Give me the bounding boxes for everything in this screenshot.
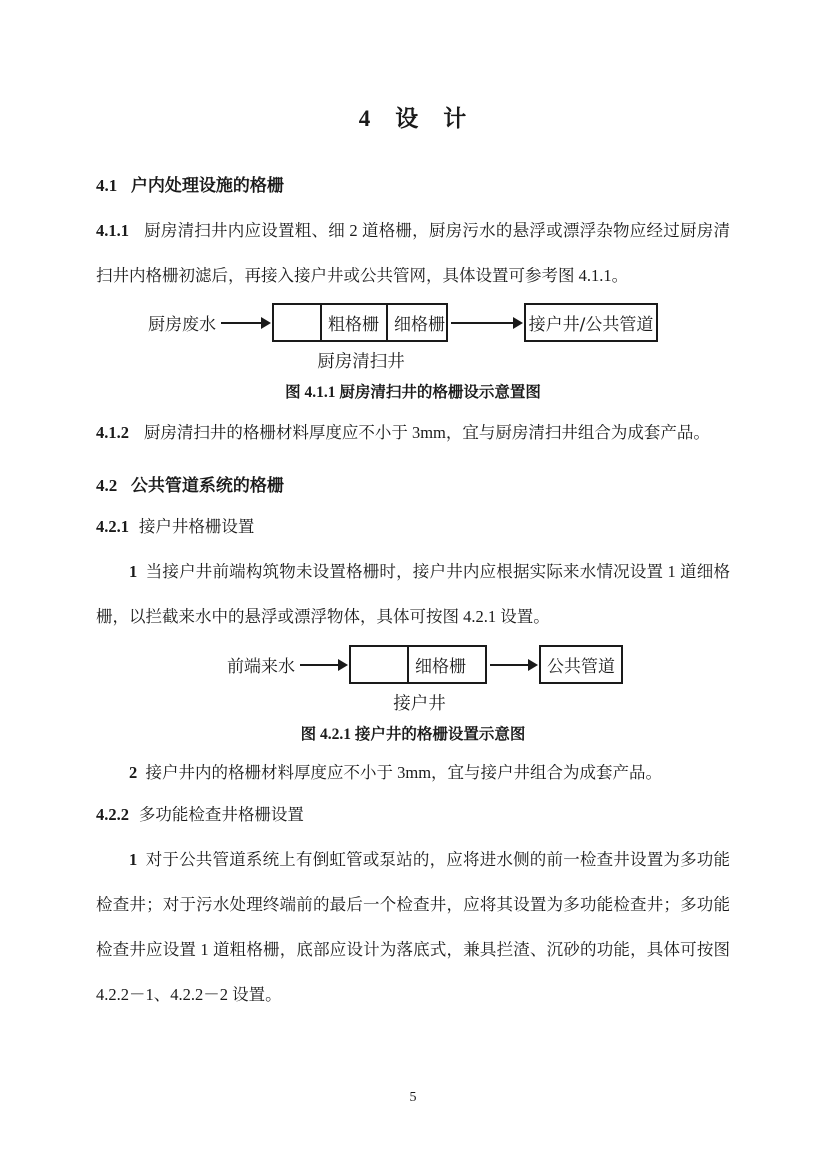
- well-cell-fine-screen: 细格栅: [386, 305, 446, 340]
- figure-4-1-1: [96, 303, 730, 403]
- subsection-heading-4-2-2: [96, 804, 730, 826]
- section-heading-4-2: [96, 474, 730, 497]
- figure-caption: 图 4.1.1 厨房清扫井的格栅设示意置图: [285, 384, 541, 401]
- figure-caption: 图 4.2.1 接户井的格栅设置示意图: [300, 726, 526, 743]
- flow-arrow-icon: [221, 322, 269, 324]
- well-box: [349, 645, 487, 684]
- page-content: [0, 100, 826, 1017]
- list-item-4-2-1-1: [96, 549, 730, 639]
- clause-number: 4.1.1: [96, 221, 129, 240]
- subsection-number: 4.2.1: [96, 517, 129, 536]
- paragraph-4-1-2: [96, 410, 730, 455]
- subsection-number: 4.2.2: [96, 805, 129, 824]
- well-cell-fine-screen: 细格栅: [407, 647, 485, 682]
- section-number: 4.1: [96, 176, 118, 195]
- paragraph-4-1-1: [96, 208, 730, 298]
- item-number: 1: [129, 562, 138, 581]
- well-cell-inlet: [274, 305, 320, 340]
- figure-4-2-1: [96, 645, 730, 745]
- list-item-4-2-2-1: [96, 837, 730, 1017]
- item-number: 1: [129, 850, 138, 869]
- subsection-title: 多功能检查井格栅设置: [138, 805, 304, 824]
- clause-text: 厨房清扫井的格栅材料厚度应不小于 3mm，宜与厨房清扫井组合为成套产品。: [143, 423, 710, 442]
- well-box: [272, 303, 448, 342]
- well-box-label: 厨房清扫井: [317, 352, 405, 372]
- flow-source-label: 前端来水: [227, 657, 295, 677]
- chapter-title: 4 设 计: [358, 106, 468, 131]
- subsection-title: 接户井格栅设置: [138, 517, 255, 536]
- well-box-label: 接户井: [393, 694, 446, 714]
- list-item-4-2-1-2: [96, 750, 730, 795]
- flow-diagram-row: [148, 303, 730, 342]
- well-cell-inlet: [351, 647, 407, 682]
- flow-target-box: 公共管道: [539, 645, 623, 684]
- flow-source-label: 厨房废水: [148, 315, 216, 335]
- flow-target-box: 接户井/公共管道: [524, 303, 658, 342]
- section-title: 户内处理设施的格栅: [130, 176, 284, 195]
- clause-number: 4.1.2: [96, 423, 129, 442]
- flow-arrow-icon: [300, 664, 346, 666]
- flow-arrow-icon: [490, 664, 536, 666]
- section-title: 公共管道系统的格栅: [130, 476, 284, 495]
- item-text: 对于公共管道系统上有倒虹管或泵站的，应将进水侧的前一检查井设置为多功能检查井；对于污水处理终端前的最后一个检查井，应将其设置为多功能检查井；多功能检查井应设置 1 道粗格栅，底部应设计为落底式，兼具拦渣、沉砂的功能，具体可按图 4.2.2－1、4.2.2－2 设置。: [96, 850, 730, 1004]
- well-cell-coarse-screen: 粗格栅: [320, 305, 386, 340]
- clause-text: 厨房清扫井内应设置粗、细 2 道格栅，厨房污水的悬浮或漂浮杂物应经过厨房清扫井内格栅初滤后，再接入接户井或公共管网，具体设置可参考图 4.1.1。: [96, 221, 730, 285]
- section-heading-4-1: [96, 174, 730, 197]
- item-text: 接户井内的格栅材料厚度应不小于 3mm，宜与接户井组合为成套产品。: [145, 763, 663, 782]
- subsection-heading-4-2-1: [96, 516, 730, 538]
- flow-diagram-row: [227, 645, 730, 684]
- item-text: 当接户井前端构筑物未设置格栅时，接户井内应根据实际来水情况设置 1 道细格栅，以拦截来水中的悬浮或漂浮物体，具体可按图 4.2.1 设置。: [96, 562, 730, 626]
- item-number: 2: [129, 763, 138, 782]
- page-number: 5: [409, 1090, 417, 1105]
- section-number: 4.2: [96, 476, 118, 495]
- flow-arrow-icon: [451, 322, 521, 324]
